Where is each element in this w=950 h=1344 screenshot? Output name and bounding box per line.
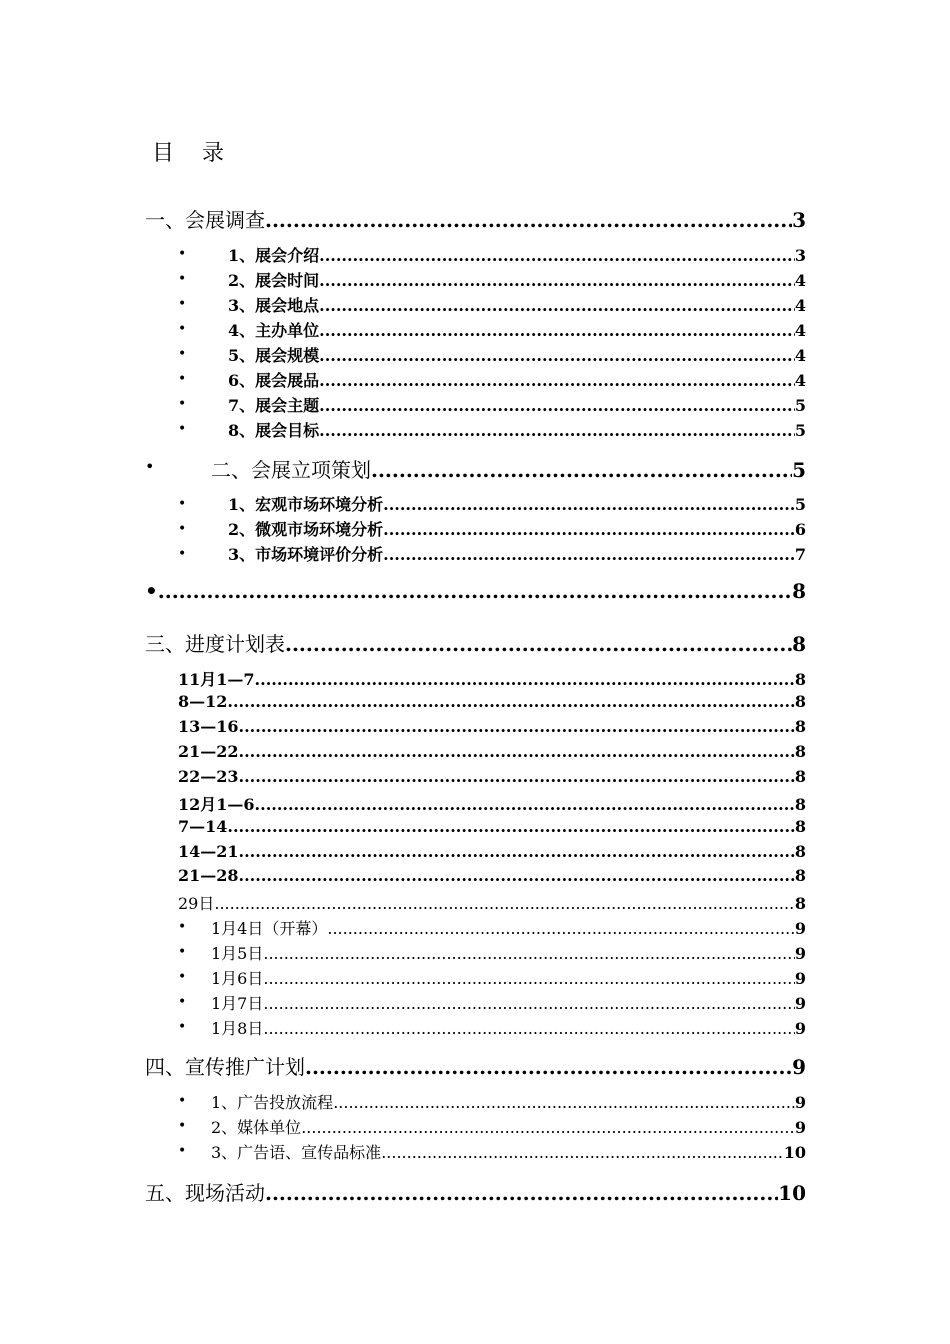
toc-entry-page: 4 <box>794 346 806 365</box>
toc-entry-page: 9 <box>794 969 806 988</box>
toc-entry-4-2[interactable] <box>211 1115 806 1137</box>
toc-entry-label: 2、微观市场环境分析 <box>228 520 384 539</box>
toc-entry-1-1[interactable] <box>228 243 806 265</box>
toc-entry-2-2[interactable] <box>228 517 806 539</box>
bullet-icon: • <box>145 579 158 603</box>
toc-entry-label: 13—16 <box>178 717 239 736</box>
toc-entry-3-12[interactable] <box>211 941 806 963</box>
toc-entry-page: 8 <box>794 742 806 761</box>
toc-entry-2-1[interactable] <box>228 492 806 514</box>
leader-dots <box>255 795 795 814</box>
toc-entry-blank[interactable] <box>145 579 806 605</box>
toc-entry-label: 四、宣传推广计划 <box>145 1055 305 1077</box>
toc-entry-3-6[interactable] <box>178 792 806 814</box>
toc-entry-label: 8—12 <box>178 692 228 711</box>
bullet-icon: • <box>178 546 187 562</box>
leader-dots <box>158 579 792 603</box>
leader-dots <box>319 246 795 265</box>
toc-entry-page: 8 <box>794 894 806 913</box>
bullet-icon: • <box>178 1019 187 1035</box>
bullet-icon: • <box>178 346 187 362</box>
leader-dots <box>371 458 792 480</box>
toc-entry-page: 9 <box>794 1093 806 1112</box>
bullet-icon: • <box>178 321 187 337</box>
toc-entry-page: 8 <box>792 632 806 654</box>
bullet-icon: • <box>178 296 187 312</box>
toc-entry-page: 10 <box>783 1143 806 1162</box>
toc-entry-page: 8 <box>792 579 806 603</box>
toc-entry-page: 8 <box>794 795 806 814</box>
toc-entry-2-3[interactable] <box>228 542 806 564</box>
toc-entry-page: 7 <box>794 545 806 564</box>
leader-dots <box>327 919 794 938</box>
toc-entry-3-14[interactable] <box>211 991 806 1013</box>
toc-entry-page: 9 <box>794 919 806 938</box>
toc-entry-section-1[interactable] <box>145 204 806 230</box>
toc-entry-page: 4 <box>794 371 806 390</box>
toc-entry-label: 21—22 <box>178 742 239 761</box>
bullet-icon: • <box>178 969 187 985</box>
toc-entry-label: 29日 <box>178 894 215 913</box>
leader-dots <box>239 866 795 885</box>
toc-entry-section-2[interactable] <box>211 454 806 480</box>
leader-dots <box>383 545 795 564</box>
toc-entry-label: 7—14 <box>178 817 228 836</box>
bullet-icon: • <box>178 396 187 412</box>
toc-entry-3-4[interactable] <box>178 742 806 764</box>
leader-dots <box>255 670 795 689</box>
bullet-icon: • <box>178 271 187 287</box>
toc-entry-label: 1、展会介绍 <box>228 246 320 265</box>
toc-entry-page: 8 <box>794 817 806 836</box>
toc-entry-label: 2、展会时间 <box>228 271 320 290</box>
toc-entry-label: 3、市场环境评价分析 <box>228 545 384 564</box>
leader-dots <box>333 1093 795 1112</box>
toc-entry-3-7[interactable] <box>178 817 806 839</box>
toc-entry-3-10[interactable] <box>178 891 806 913</box>
toc-entry-label: 1、宏观市场环境分析 <box>228 495 384 514</box>
toc-entry-page: 8 <box>794 866 806 885</box>
leader-dots <box>239 717 795 736</box>
toc-entry-page: 4 <box>794 296 806 315</box>
toc-entry-page: 9 <box>794 1118 806 1137</box>
leader-dots <box>239 842 795 861</box>
leader-dots <box>319 371 795 390</box>
toc-entry-3-2[interactable] <box>178 692 806 714</box>
toc-entry-page: 4 <box>794 321 806 340</box>
toc-entry-label: 5、展会规模 <box>228 346 320 365</box>
toc-entry-label: 二、会展立项策划 <box>211 458 371 480</box>
toc-entry-page: 8 <box>794 670 806 689</box>
leader-dots <box>263 994 794 1013</box>
toc-entry-3-15[interactable] <box>211 1016 806 1038</box>
toc-entry-label: 8、展会目标 <box>228 421 320 440</box>
leader-dots <box>265 208 792 230</box>
leader-dots <box>265 1181 778 1203</box>
page-title: 目 录 <box>152 141 224 166</box>
toc-entry-label: 11月1—7 <box>178 670 255 689</box>
toc-entry-page: 8 <box>794 842 806 861</box>
toc-entry-1-6[interactable] <box>228 368 806 390</box>
toc-entry-label: 21—28 <box>178 866 239 885</box>
toc-entry-1-4[interactable] <box>228 318 806 340</box>
bullet-icon: • <box>145 457 155 476</box>
leader-dots <box>285 632 792 654</box>
leader-dots <box>239 742 795 761</box>
toc-entry-label: 三、进度计划表 <box>145 632 285 654</box>
toc-entry-section-3[interactable] <box>145 628 806 654</box>
toc-entry-1-3[interactable] <box>228 293 806 315</box>
toc-entry-label: 6、展会展品 <box>228 371 320 390</box>
leader-dots <box>263 969 794 988</box>
toc-entry-label: 22—23 <box>178 767 239 786</box>
leader-dots <box>319 321 795 340</box>
toc-entry-4-3[interactable] <box>211 1140 806 1162</box>
leader-dots <box>319 346 795 365</box>
bullet-icon: • <box>178 1093 187 1109</box>
bullet-icon: • <box>178 246 187 262</box>
leader-dots <box>239 767 795 786</box>
bullet-icon: • <box>178 994 187 1010</box>
toc-entry-3-5[interactable] <box>178 767 806 789</box>
toc-entry-1-2[interactable] <box>228 268 806 290</box>
leader-dots <box>214 894 794 913</box>
toc-entry-label: 五、现场活动 <box>145 1181 265 1203</box>
toc-entry-4-1[interactable] <box>211 1090 806 1112</box>
toc-entry-label: 3、展会地点 <box>228 296 320 315</box>
toc-entry-page: 5 <box>794 495 806 514</box>
toc-entry-page: 9 <box>794 1019 806 1038</box>
toc-entry-label: 4、主办单位 <box>228 321 320 340</box>
toc-entry-section-4[interactable] <box>145 1051 806 1077</box>
toc-entry-label: 1月6日 <box>211 969 264 988</box>
toc-entry-3-1[interactable] <box>178 667 806 689</box>
toc-entry-label: 7、展会主题 <box>228 396 320 415</box>
toc-entry-label: 3、广告语、宣传品标准 <box>211 1143 382 1162</box>
leader-dots <box>383 495 795 514</box>
toc-entry-1-5[interactable] <box>228 343 806 365</box>
leader-dots <box>319 296 795 315</box>
bullet-icon: • <box>178 496 187 512</box>
leader-dots <box>319 396 795 415</box>
toc-entry-1-8[interactable] <box>228 418 806 440</box>
toc-entry-3-11[interactable] <box>211 916 806 938</box>
leader-dots <box>319 271 795 290</box>
toc-entry-3-3[interactable] <box>178 717 806 739</box>
leader-dots <box>227 817 794 836</box>
toc-entry-label: 1月4日（开幕） <box>211 919 328 938</box>
toc-entry-label: 1、广告投放流程 <box>211 1093 334 1112</box>
toc-entry-label: 12月1—6 <box>178 795 255 814</box>
toc-entry-1-7[interactable] <box>228 393 806 415</box>
toc-entry-section-5[interactable] <box>145 1177 806 1203</box>
toc-entry-label: 2、媒体单位 <box>211 1118 302 1137</box>
leader-dots <box>381 1143 784 1162</box>
bullet-icon: • <box>178 919 187 935</box>
toc-entry-page: 3 <box>794 246 806 265</box>
leader-dots <box>383 520 795 539</box>
leader-dots <box>263 1019 794 1038</box>
toc-entry-label: 14—21 <box>178 842 239 861</box>
toc-entry-3-8[interactable] <box>178 842 806 864</box>
toc-entry-page: 9 <box>792 1055 806 1077</box>
toc-entry-page: 9 <box>794 944 806 963</box>
leader-dots <box>301 1118 795 1137</box>
toc-entry-page: 4 <box>794 271 806 290</box>
toc-entry-page: 5 <box>792 458 806 480</box>
bullet-icon: • <box>178 1143 187 1159</box>
toc-entry-label: 1月7日 <box>211 994 264 1013</box>
toc-entry-3-13[interactable] <box>211 966 806 988</box>
bullet-icon: • <box>178 371 187 387</box>
toc-entry-label: 1月8日 <box>211 1019 264 1038</box>
bullet-icon: • <box>178 944 187 960</box>
toc-entry-page: 8 <box>794 692 806 711</box>
toc-entry-page: 6 <box>794 520 806 539</box>
toc-entry-page: 5 <box>794 421 806 440</box>
bullet-icon: • <box>178 521 187 537</box>
toc-entry-label: 1月5日 <box>211 944 264 963</box>
leader-dots <box>305 1055 792 1077</box>
toc-entry-label: 一、会展调查 <box>145 208 265 230</box>
toc-entry-page: 9 <box>794 994 806 1013</box>
leader-dots <box>263 944 794 963</box>
bullet-icon: • <box>178 1118 187 1134</box>
toc-entry-page: 10 <box>778 1181 806 1203</box>
toc-entry-3-9[interactable] <box>178 866 806 888</box>
toc-entry-page: 5 <box>794 396 806 415</box>
leader-dots <box>227 692 794 711</box>
leader-dots <box>319 421 795 440</box>
bullet-icon: • <box>178 421 187 437</box>
toc-entry-page: 8 <box>794 717 806 736</box>
toc-entry-page: 8 <box>794 767 806 786</box>
toc-entry-page: 3 <box>792 208 806 230</box>
